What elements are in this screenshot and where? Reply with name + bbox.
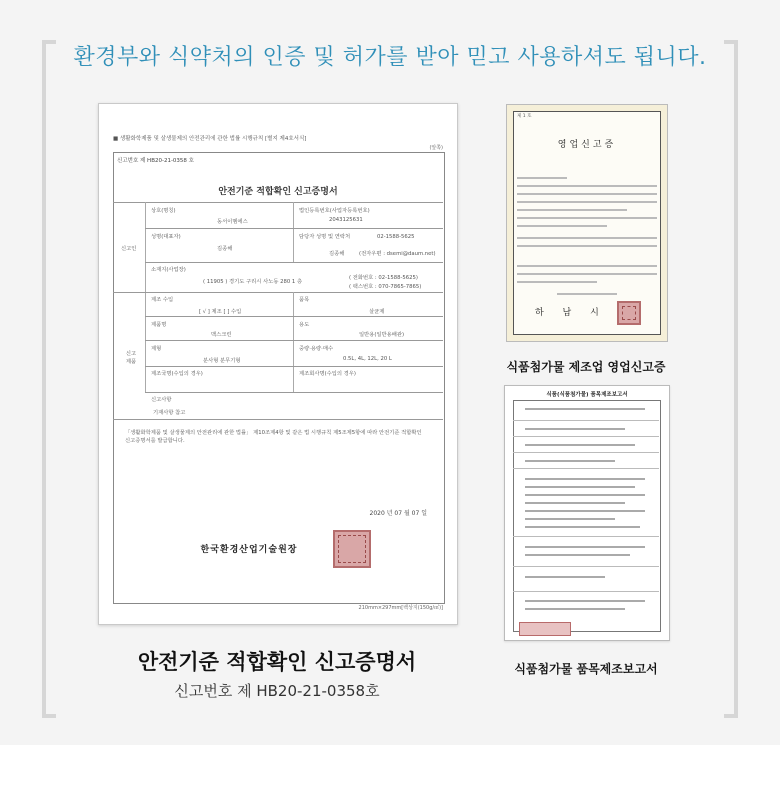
item-report-title: 식품(식품첨가물) 품목제조보고서	[546, 392, 628, 398]
text-line	[517, 245, 657, 247]
table-rule	[113, 419, 443, 420]
table-rule	[513, 436, 659, 437]
row-label: 성명(대표자)	[151, 234, 181, 240]
row-value: 맥스크린	[211, 332, 232, 338]
row-value: 김종해	[217, 246, 233, 252]
table-rule	[145, 316, 443, 317]
right-bracket-decoration	[724, 40, 738, 718]
text-line	[525, 478, 645, 480]
company-stamp	[519, 622, 571, 636]
text-line	[517, 209, 627, 211]
text-line	[525, 444, 635, 446]
table-rule	[513, 566, 659, 567]
text-line	[517, 201, 657, 203]
text-line	[525, 494, 645, 496]
row-value: ( 11905 ) 경기도 구리시 사노동 280 1 층	[203, 279, 303, 285]
text-line	[557, 293, 617, 295]
table-rule	[293, 202, 294, 262]
text-line	[525, 576, 605, 578]
row-label: ( 전화번호 : 02-1588-5625)	[349, 275, 418, 281]
table-rule	[513, 420, 659, 421]
product-label: 신고 제품	[125, 351, 137, 365]
official-seal	[333, 530, 371, 568]
row-label: 품목	[299, 297, 310, 303]
certificate-title: 안전기준 적합확인 신고증명서	[218, 187, 338, 197]
text-line	[525, 554, 630, 556]
row-label: (전자우편 : dsemi@daum.net)	[359, 251, 436, 257]
row-value: 기재사항 참고	[153, 410, 186, 416]
text-line	[517, 225, 607, 227]
headline: 환경부와 식약처의 인증 및 허가를 받아 믿고 사용하셔도 됩니다.	[73, 45, 707, 70]
row-label: 제조 수입	[151, 297, 174, 303]
text-line	[517, 273, 657, 275]
row-value: 0.5L, 4L, 12L, 20 L	[343, 356, 392, 362]
text-line	[525, 600, 645, 602]
issuer-name: 한국환경산업기술원장	[200, 545, 298, 555]
table-rule	[513, 591, 659, 592]
table-rule	[513, 536, 659, 537]
row-label: 제조국명(수입의 경우)	[151, 371, 203, 377]
safety-certificate-document	[98, 103, 458, 625]
table-rule	[513, 452, 659, 453]
item-report-caption: 식품첨가물 품목제조보고서	[514, 662, 658, 676]
form-top-note: ■ 생활화학제품 및 살생물제의 안전관리에 관한 법률 시행규칙 [별지 제4호서식]	[113, 136, 307, 142]
business-report-document	[506, 104, 668, 342]
text-line	[517, 265, 657, 267]
form-frame	[113, 152, 445, 604]
main-caption-subtitle: 신고번호 제 HB20-21-0358호	[174, 682, 380, 700]
row-value: 2043125631	[329, 217, 363, 223]
row-label: 제형	[151, 346, 162, 352]
table-rule	[513, 468, 659, 469]
text-line	[517, 217, 657, 219]
text-line	[517, 237, 657, 239]
text-line	[525, 546, 645, 548]
table-rule	[293, 292, 294, 392]
main-caption-title: 안전기준 적합확인 신고증명서	[137, 650, 417, 674]
table-rule	[145, 228, 443, 229]
reporter-label: 신고인	[121, 246, 137, 252]
row-label: 상호(명칭)	[151, 208, 176, 214]
row-label: 담당자 성명 및 연락처	[299, 234, 351, 240]
row-label: 소재지(사업장)	[151, 267, 186, 273]
text-line	[525, 518, 615, 520]
official-seal	[617, 301, 641, 325]
row-label: 법인등록번호(사업자등록번호)	[299, 208, 370, 214]
certificate-number: 신고번호 제 HB20-21-0358 호	[117, 158, 194, 164]
issuer-signature: 하 남 시	[535, 308, 607, 318]
table-rule	[113, 202, 443, 203]
certificate-notice: 「생활화학제품 및 살생물제의 안전관리에 관한 법률」 제10조제4항 및 같은 법 시행규칙 제5조제5항에 따라 안전기준 적합확인 신고증명서를 발급합니다.	[125, 430, 422, 445]
row-value: 살균제	[369, 309, 385, 315]
row-label: 제품명	[151, 322, 167, 328]
row-label: 신고사항	[151, 397, 172, 403]
form-side-note: (앞쪽)	[429, 145, 443, 151]
text-line	[525, 428, 625, 430]
row-value: ( 팩스번호 : 070-7865-7865)	[349, 284, 422, 290]
row-value: 동서이멤에스	[217, 219, 248, 225]
issue-date: 2020 년 07 월 07 일	[369, 510, 427, 517]
row-label: 용도	[299, 322, 310, 328]
business-report-title: 영업신고증	[557, 140, 617, 150]
text-line	[525, 460, 615, 462]
text-line	[525, 526, 640, 528]
business-report-caption: 식품첨가물 제조업 영업신고증	[506, 360, 666, 374]
row-label: 중량·용량·매수	[299, 346, 334, 352]
form-frame	[513, 400, 661, 632]
text-line	[525, 608, 625, 610]
table-rule	[113, 292, 443, 293]
row-value: 일반용(일반용배관)	[359, 332, 405, 338]
text-line	[517, 281, 597, 283]
text-line	[517, 185, 657, 187]
table-rule	[145, 340, 443, 341]
table-rule	[145, 202, 146, 392]
row-value: 02-1588-5625	[377, 234, 415, 240]
text-line	[525, 510, 645, 512]
table-rule	[145, 366, 443, 367]
form-number: 제 1 호	[517, 114, 532, 119]
text-line	[517, 193, 657, 195]
text-line	[525, 502, 625, 504]
table-rule	[145, 262, 443, 263]
row-value: 분사형 분무기형	[203, 358, 241, 364]
left-bracket-decoration	[42, 40, 56, 718]
text-line	[525, 486, 635, 488]
table-rule	[145, 392, 443, 393]
text-line	[517, 177, 567, 179]
row-value: 김종해	[329, 251, 345, 257]
paper-size-note: 210mm×297mm[백상지(150g/㎡)]	[358, 605, 443, 611]
item-report-document	[504, 385, 670, 641]
row-value: [ √ ] 제조 [ ] 수입	[199, 309, 242, 315]
text-line	[525, 408, 645, 410]
row-label: 제조회사명(수입의 경우)	[299, 371, 356, 377]
